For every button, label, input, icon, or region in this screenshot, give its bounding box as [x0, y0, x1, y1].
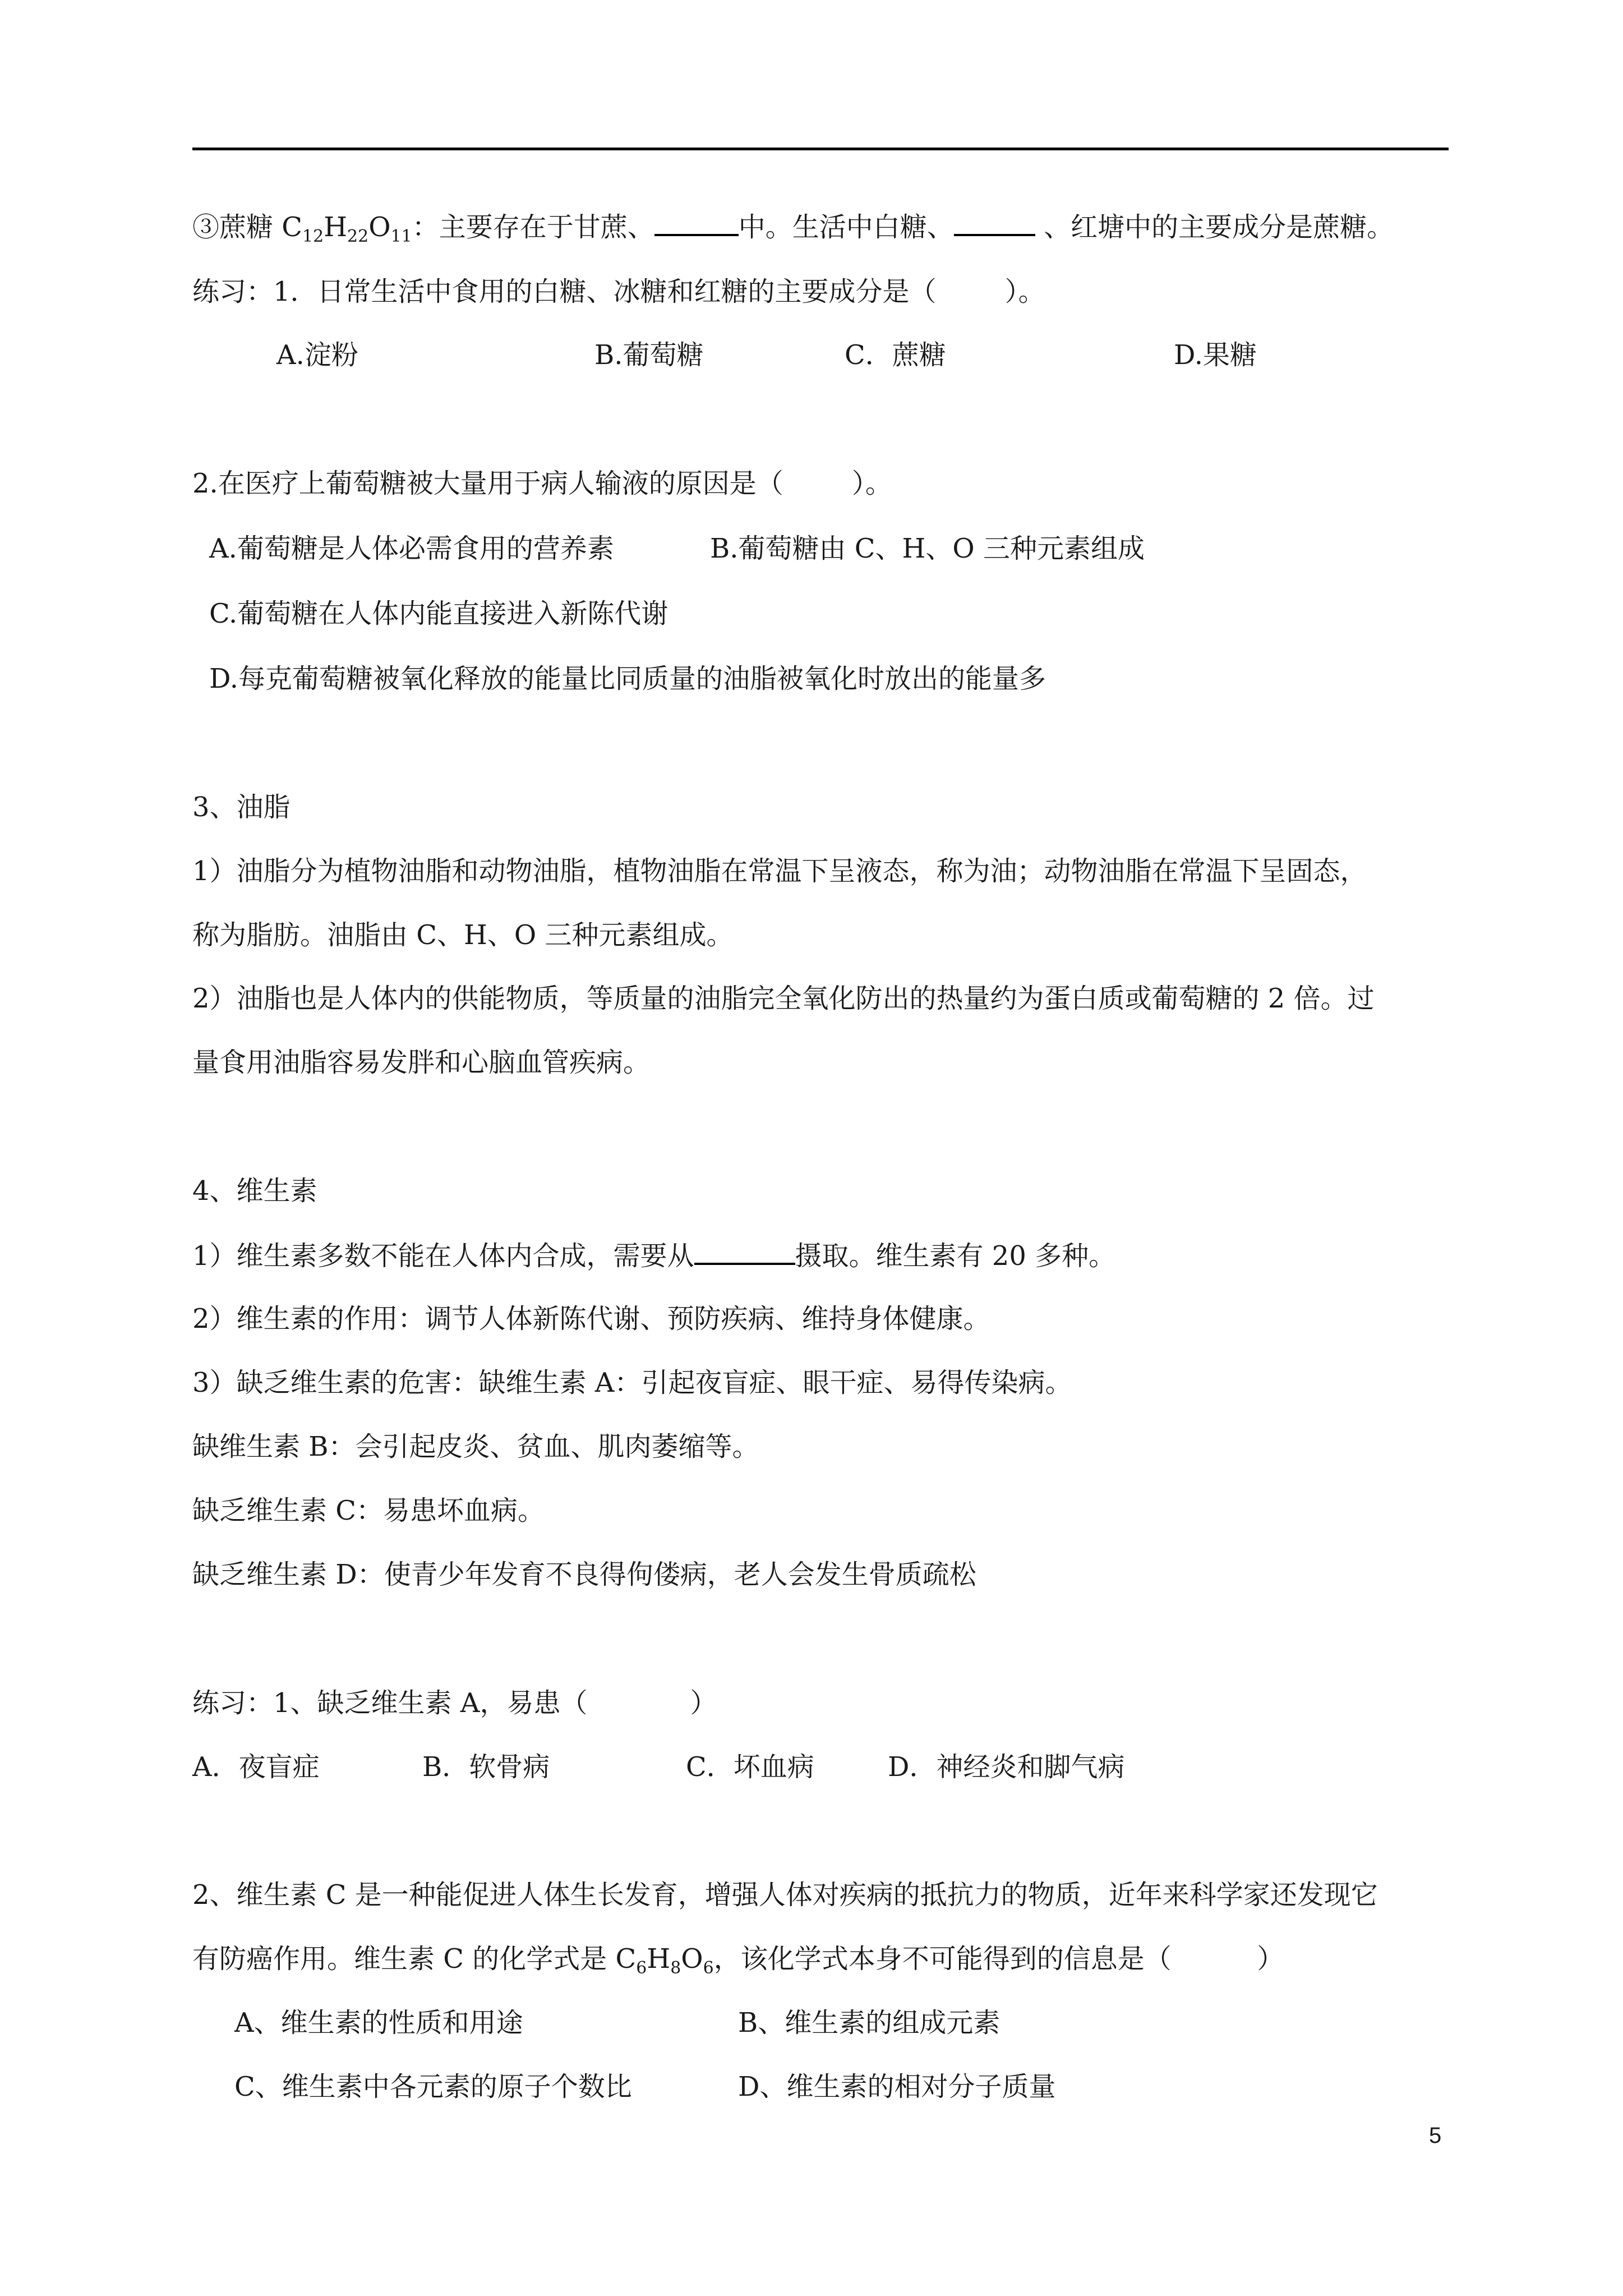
paragraph: 3）缺乏维生素的危害：缺维生素 A：引起夜盲症、眼干症、易得传染病。: [192, 1367, 1072, 1398]
question-stem: [192, 1942, 1284, 1976]
option-d: D．神经炎和脚气病: [888, 1751, 1125, 1783]
header-rule: [192, 148, 1449, 150]
option-b: B.葡萄糖由 C、H、O 三种元素组成: [710, 533, 1145, 564]
fill-blank[interactable]: [694, 1238, 795, 1265]
formula-o: O: [681, 1943, 703, 1975]
option-c: C．坏血病: [686, 1751, 814, 1783]
section-heading: 4、维生素: [192, 1175, 317, 1207]
formula-h: H: [647, 1943, 671, 1975]
subscript: 12: [302, 227, 324, 246]
sucrose-text-2: 中。生活中白糖、: [738, 211, 954, 243]
option-b: B、维生素的组成元素: [738, 2007, 1000, 2039]
sucrose-text-1: ：主要存在于甘蔗、: [412, 211, 654, 243]
page-number: 5: [1429, 2123, 1442, 2148]
subscript: 8: [670, 1958, 681, 1978]
paragraph: [192, 1238, 1115, 1273]
paragraph: 2）维生素的作用：调节人体新陈代谢、预防疾病、维持身体健康。: [192, 1303, 990, 1335]
sucrose-line: [192, 209, 1394, 244]
fill-blank[interactable]: [954, 209, 1035, 236]
fill-blank[interactable]: [654, 209, 739, 236]
sucrose-text-3: 、红塘中的主要成分是蔗糖。: [1035, 211, 1394, 243]
subscript: 22: [347, 227, 369, 246]
subscript: 6: [636, 1958, 647, 1978]
option-b: B.葡萄糖: [594, 339, 704, 371]
section-heading: 3、油脂: [192, 792, 291, 823]
question-text: ，该化学式本身不可能得到的信息是（ ）: [713, 1943, 1284, 1975]
paragraph: 称为脂肪。油脂由 C、H、O 三种元素组成。: [192, 919, 734, 951]
option-c: C.葡萄糖在人体内能直接进入新陈代谢: [209, 598, 668, 629]
paragraph: 1）油脂分为植物油脂和动物油脂，植物油脂在常温下呈液态，称为油；动物油脂在常温下呈固态，: [192, 855, 1367, 887]
question-stem: 2、维生素 C 是一种能促进人体生长发育，增强人体对疾病的抵抗力的物质，近年来科学家还发现它: [192, 1879, 1378, 1911]
option-d: D.每克葡萄糖被氧化释放的能量比同质量的油脂被氧化时放出的能量多: [209, 663, 1046, 694]
formula-h: H: [324, 211, 348, 243]
option-d: D、维生素的相对分子质量: [738, 2071, 1056, 2102]
question-stem: 练习：1、缺乏维生素 A，易患（ ）: [192, 1687, 717, 1719]
option-a: A．夜盲症: [192, 1751, 320, 1783]
paragraph: 缺维生素 B：会引起皮炎、贫血、肌肉萎缩等。: [192, 1431, 759, 1462]
question-text: 有防癌作用。维生素 C 的化学式是 C: [192, 1943, 637, 1975]
option-b: B．软骨病: [422, 1751, 550, 1783]
formula-o: O: [368, 211, 391, 243]
sucrose-prefix: ③蔗糖 C: [192, 211, 302, 243]
question-stem: 2.在医疗上葡萄糖被大量用于病人输液的原因是（ ）。: [192, 468, 892, 499]
option-a: A、维生素的性质和用途: [234, 2007, 523, 2039]
paragraph: 缺乏维生素 C：易患坏血病。: [192, 1495, 545, 1526]
option-a: A.葡萄糖是人体必需食用的营养素: [209, 533, 614, 564]
subscript: 6: [703, 1958, 714, 1978]
option-c: C、维生素中各元素的原子个数比: [234, 2071, 632, 2102]
paragraph: 2）油脂也是人体内的供能物质，等质量的油脂完全氧化防出的热量约为蛋白质或葡萄糖的 2 倍。过: [192, 983, 1375, 1014]
option-a: A.淀粉: [276, 339, 358, 371]
paragraph: 量食用油脂容易发胖和心脑血管疾病。: [192, 1047, 651, 1078]
option-d: D.果糖: [1174, 339, 1257, 371]
option-c: C．蔗糖: [845, 339, 946, 371]
vitamin-text-2: 摄取。维生素有 20 多种。: [795, 1240, 1116, 1272]
subscript: 11: [390, 227, 412, 246]
paragraph: 缺乏维生素 D：使青少年发育不良得佝偻病，老人会发生骨质疏松: [192, 1559, 976, 1590]
question-stem: 练习：1．日常生活中食用的白糖、冰糖和红糖的主要成分是（ ）。: [192, 276, 1045, 307]
vitamin-text-1: 1）维生素多数不能在人体内合成，需要从: [192, 1240, 694, 1272]
